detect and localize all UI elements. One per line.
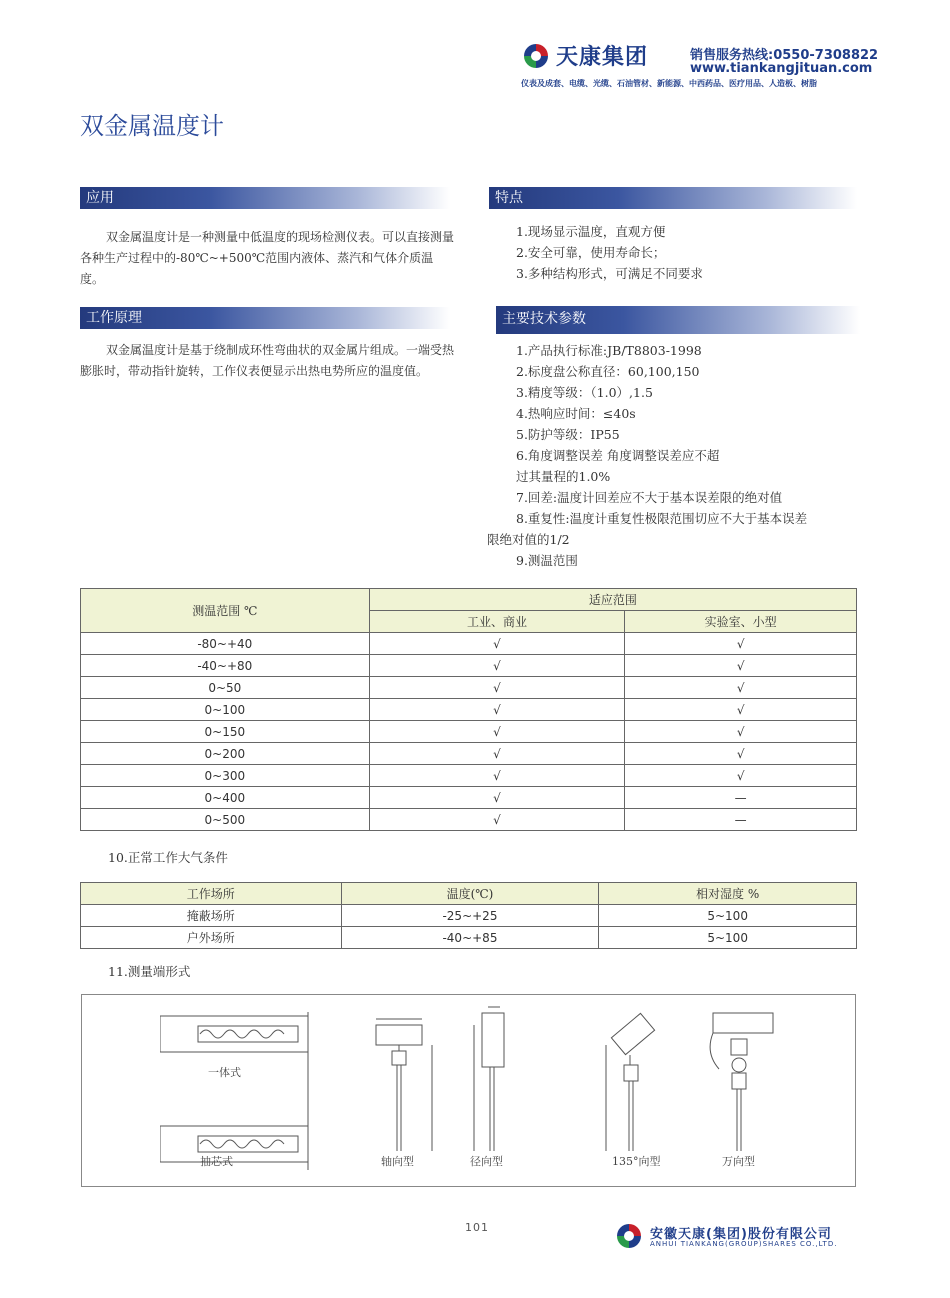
- cell-range: 0~50: [81, 677, 370, 699]
- cell-lab: √: [625, 765, 857, 787]
- footer-company-en: ANHUI TIANKANG(GROUP)SHARES CO.,LTD.: [650, 1240, 838, 1248]
- cell-location: 掩蔽场所: [81, 905, 342, 927]
- list-item: 3.多种结构形式，可满足不同要求: [516, 266, 703, 281]
- table-row: [81, 633, 857, 655]
- caption-axial: 轴向型: [381, 1155, 414, 1168]
- radial-type-drawing: [470, 1005, 515, 1155]
- section-bar-application: [80, 187, 450, 209]
- list-item: 2.安全可靠，使用寿命长；: [516, 245, 666, 260]
- table-row: [81, 809, 857, 831]
- cell-temperature: -40~+85: [341, 927, 599, 949]
- application-text: 双金属温度计是一种测量中低温度的现场检测仪表。可以直接测量各种生产过程中的-80℃~+500℃范围内液体、蒸汽和气体介质温度。: [80, 230, 455, 286]
- specs-list: [487, 340, 862, 571]
- list-item: 9.测温范围: [516, 553, 578, 568]
- table-row: [81, 655, 857, 677]
- cell-location: 户外场所: [81, 927, 342, 949]
- table-row: [81, 927, 857, 949]
- cell-industrial: √: [369, 721, 625, 743]
- table-row: [81, 905, 857, 927]
- list-item: 限绝对值的1/2: [487, 532, 570, 547]
- section-title-specs: 主要技术参数: [502, 311, 586, 327]
- table-row: [81, 765, 857, 787]
- list-item: 4.热响应时间：≤40s: [516, 406, 636, 421]
- integral-core-drawing: [160, 1012, 310, 1170]
- atmos-title: 10.正常工作大气条件: [108, 850, 228, 865]
- list-item: 5.防护等级：IP55: [516, 427, 620, 442]
- caption-core: 抽芯式: [200, 1155, 233, 1168]
- caption-radial: 径向型: [470, 1155, 503, 1168]
- table-row: [81, 743, 857, 765]
- list-item: 1.现场显示温度，直观方便: [516, 224, 666, 239]
- list-item: 1.产品执行标准:JB/T8803-1998: [516, 343, 702, 358]
- brand-name: 天康集团: [556, 45, 649, 70]
- cell-industrial: √: [369, 743, 625, 765]
- cell-range: 0~150: [81, 721, 370, 743]
- cell-industrial: √: [369, 809, 625, 831]
- th-temperature: 温度(℃): [341, 883, 599, 905]
- cell-temperature: -25~+25: [341, 905, 599, 927]
- th-range: 测温范围 ℃: [81, 589, 370, 633]
- cell-humidity: 5~100: [599, 927, 857, 949]
- caption-angle135: 135°向型: [612, 1155, 661, 1168]
- cell-humidity: 5~100: [599, 905, 857, 927]
- cell-lab: √: [625, 633, 857, 655]
- cell-range: 0~300: [81, 765, 370, 787]
- table-row: [81, 699, 857, 721]
- cell-lab: √: [625, 721, 857, 743]
- cell-range: 0~100: [81, 699, 370, 721]
- th-scope: 适应范围: [369, 589, 856, 611]
- page-title: 双金属温度计: [80, 112, 224, 140]
- th-location: 工作场所: [81, 883, 342, 905]
- website-link[interactable]: www.tiankangjituan.com: [690, 61, 873, 76]
- cell-range: 0~500: [81, 809, 370, 831]
- section-title-features: 特点: [495, 190, 523, 206]
- caption-integral: 一体式: [208, 1066, 241, 1079]
- universal-type-drawing: [705, 1005, 780, 1155]
- list-item: 7.回差:温度计回差应不大于基本误差限的绝对值: [516, 490, 783, 505]
- table-row: [81, 677, 857, 699]
- section-bar-principle: [80, 307, 450, 329]
- cell-industrial: √: [369, 765, 625, 787]
- footer-logo-icon: [614, 1222, 644, 1250]
- product-line-text: 仪表及成套、电缆、光缆、石油管材、新能源、中西药品、医疗用品、人造板、树脂: [521, 79, 817, 88]
- cell-lab: √: [625, 655, 857, 677]
- cell-lab: √: [625, 699, 857, 721]
- table-row: [81, 721, 857, 743]
- list-item: 3.精度等级：（1.0）,1.5: [516, 385, 653, 400]
- angle-135-drawing: [600, 1005, 675, 1155]
- list-item: 8.重复性:温度计重复性极限范围切应不大于基本误差: [516, 511, 808, 526]
- list-item: 过其量程的1.0%: [516, 469, 611, 484]
- features-list: [516, 221, 703, 284]
- range-table: [80, 588, 857, 831]
- measure-title: 11.测量端形式: [108, 964, 191, 979]
- principle-text: 双金属温度计是基于绕制成环性弯曲状的双金属片组成。一端受热膨胀时，带动指针旋转，工作仪表便显示出热电势所应的温度值。: [80, 343, 455, 378]
- section-title-application: 应用: [86, 190, 114, 206]
- th-industrial: 工业、商业: [369, 611, 625, 633]
- cell-industrial: √: [369, 655, 625, 677]
- cell-lab: —: [625, 809, 857, 831]
- page-number: 101: [465, 1221, 489, 1234]
- cell-industrial: √: [369, 633, 625, 655]
- cell-lab: —: [625, 787, 857, 809]
- footer-company-name: 安徽天康(集团)股份有限公司: [650, 1227, 832, 1242]
- atmos-table: [80, 882, 857, 949]
- section-bar-features: [489, 187, 857, 209]
- caption-universal: 万向型: [722, 1155, 755, 1168]
- table-row: [81, 787, 857, 809]
- cell-lab: √: [625, 743, 857, 765]
- list-item: 6.角度调整误差 角度调整误差应不超: [516, 448, 720, 463]
- cell-range: 0~400: [81, 787, 370, 809]
- section-bar-specs: [496, 306, 860, 334]
- cell-industrial: √: [369, 677, 625, 699]
- cell-range: 0~200: [81, 743, 370, 765]
- th-lab: 实验室、小型: [625, 611, 857, 633]
- th-humidity: 相对湿度 %: [599, 883, 857, 905]
- sales-hotline: 销售服务热线:0550-7308822: [690, 48, 879, 63]
- cell-range: -80~+40: [81, 633, 370, 655]
- cell-range: -40~+80: [81, 655, 370, 677]
- cell-lab: √: [625, 677, 857, 699]
- section-title-principle: 工作原理: [86, 310, 142, 326]
- cell-industrial: √: [369, 699, 625, 721]
- list-item: 2.标度盘公称直径：60,100,150: [516, 364, 700, 379]
- axial-type-drawing: [370, 1015, 440, 1155]
- brand-logo-icon: [522, 42, 550, 70]
- cell-industrial: √: [369, 787, 625, 809]
